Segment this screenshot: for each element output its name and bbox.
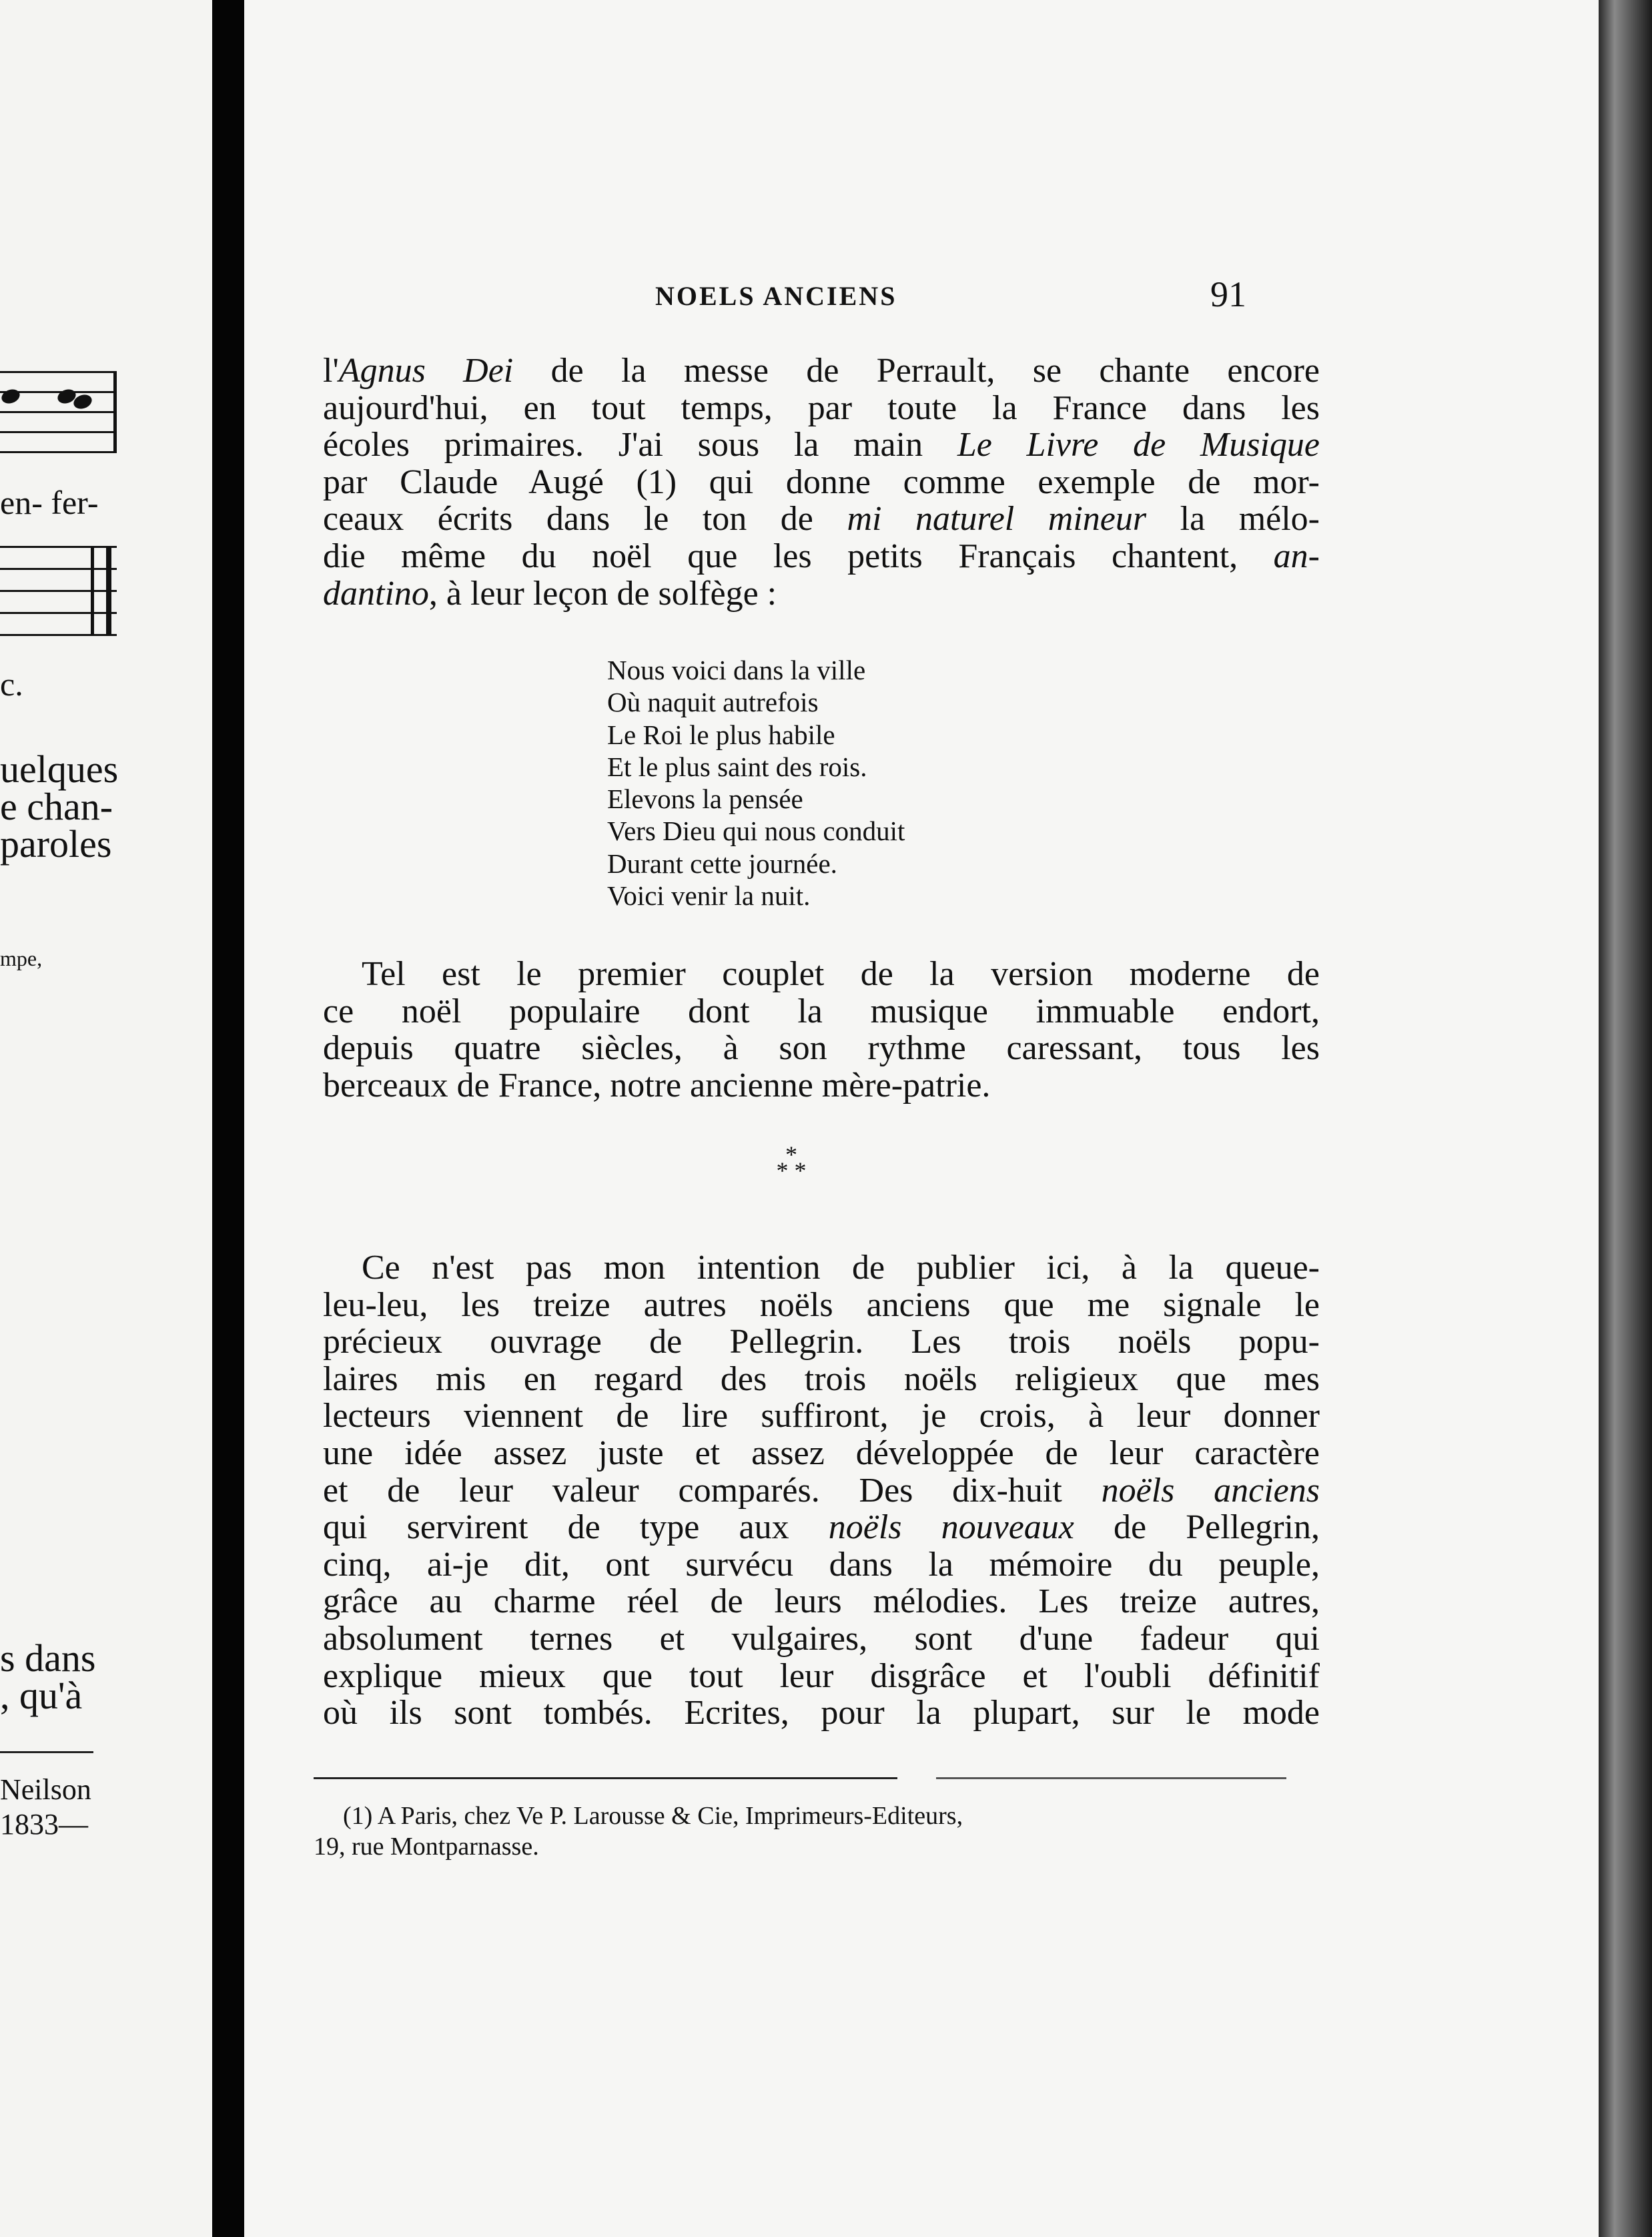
verse-line: Le Roi le plus habile	[607, 719, 835, 750]
text-line: leu-leu, les treize autres noëls anciens que me signale le	[323, 1285, 1320, 1324]
paragraph	[323, 352, 1320, 612]
verse-line: Voici venir la nuit.	[607, 880, 811, 912]
asterism-divider: * * *	[776, 1141, 807, 1184]
text-line: écoles primaires. J'ai sous la main Le Livre de Musique	[323, 426, 1320, 464]
text-line: cinq, ai-je dit, ont survécu dans la mémoire du peuple,	[323, 1545, 1320, 1584]
verse-line: Et le plus saint des rois.	[607, 751, 867, 782]
footnote-line: 19, rue Montparnasse.	[314, 1833, 539, 1861]
text-line: dantino, à leur leçon de solfège :	[323, 574, 777, 613]
paragraph	[323, 956, 1320, 1104]
text-line: lecteurs viennent de lire suffiront, je crois, à leur donner	[323, 1397, 1320, 1435]
left-page-line: e chan-	[0, 785, 113, 828]
text-line: grâce au charme réel de leurs mélodies. Les treize autres,	[323, 1582, 1320, 1621]
text-line: Tel est le premier couplet de la version moderne de	[362, 955, 1320, 993]
footnote	[314, 1801, 1310, 1862]
italic-text: mi naturel mineur	[847, 500, 1147, 539]
text-line: explique mieux que tout leur disgrâce et l'oubli définitif	[323, 1656, 1320, 1695]
italic-text: noëls anciens	[1101, 1471, 1320, 1510]
text-line: l'Agnus Dei de la messe de Perrault, se chante encore	[323, 352, 1320, 390]
text-line: die même du noël que les petits Français chantent, an-	[323, 537, 1320, 575]
paragraph	[323, 1249, 1320, 1732]
music-note-icon	[0, 387, 22, 406]
verse-block	[607, 654, 905, 912]
book-edge	[1599, 0, 1652, 2237]
left-page-line: paroles	[0, 822, 112, 866]
left-page-line: , qu'à	[0, 1674, 83, 1717]
text-line: qui servirent de type aux noëls nouveaux de Pellegrin,	[323, 1508, 1320, 1547]
left-page-line: 1833—	[0, 1808, 88, 1841]
italic-text: an-	[1273, 537, 1320, 575]
book-page	[244, 0, 1599, 2237]
left-page-line: Neilson	[0, 1773, 91, 1806]
text-line: par Claude Augé (1) qui donne comme exemple de mor-	[323, 462, 1320, 501]
text-line: laires mis en regard des trois noëls religieux que mes	[323, 1359, 1320, 1398]
italic-text: Agnus Dei	[338, 352, 514, 390]
page-gutter	[212, 0, 244, 2237]
left-page-line: en- fer-	[0, 484, 99, 521]
text-line: depuis quatre siècles, à son rythme caressant, tous les	[323, 1029, 1320, 1068]
text-line: berceaux de France, notre ancienne mère-patrie.	[323, 1066, 991, 1104]
text-line: où ils sont tombés. Ecrites, pour la plupart, sur le mode	[323, 1694, 1320, 1732]
text-line: ceaux écrits dans le ton de mi naturel mineur la mélo-	[323, 500, 1320, 539]
music-staff-bottom	[0, 546, 117, 635]
verse-line: Où naquit autrefois	[607, 687, 819, 718]
italic-text: Le Livre de Musique	[957, 426, 1320, 464]
verse-line: Vers Dieu qui nous conduit	[607, 816, 905, 847]
left-page-line: mpe,	[0, 946, 43, 970]
italic-text: noëls nouveaux	[828, 1508, 1074, 1547]
footnote-line: (1) A Paris, chez Ve P. Larousse & Cie, Imprimeurs-Editeurs,	[343, 1802, 963, 1830]
footnote-rule	[314, 1777, 1286, 1779]
text-line: absolument ternes et vulgaires, sont d'une fadeur qui	[323, 1619, 1320, 1658]
verse-line: Elevons la pensée	[607, 783, 803, 815]
music-staff-top	[0, 371, 117, 452]
previous-page-fragment	[0, 0, 212, 2237]
left-page-line: c.	[0, 665, 23, 703]
text-line: et de leur valeur comparés. Des dix-huit noëls anciens	[323, 1471, 1320, 1510]
text-line: Ce n'est pas mon intention de publier ici, à la queue-	[362, 1249, 1320, 1287]
text-line: précieux ouvrage de Pellegrin. Les trois noëls popu-	[323, 1323, 1320, 1361]
italic-text: dantino	[323, 574, 429, 613]
page-number: 91	[1210, 274, 1246, 314]
left-footnote-rule	[0, 1751, 93, 1753]
verse-line: Nous voici dans la ville	[607, 655, 866, 685]
text-line: ce noël populaire dont la musique immuable endort,	[323, 992, 1320, 1030]
verse-line: Durant cette journée.	[607, 848, 837, 879]
text-line: aujourd'hui, en tout temps, par toute la France dans les	[323, 388, 1320, 427]
text-line: une idée assez juste et assez développée de leur caractère	[323, 1433, 1320, 1472]
left-page-line: s dans	[0, 1636, 96, 1680]
running-head: NOELS ANCIENS	[655, 281, 897, 311]
left-page-line: uelques	[0, 747, 119, 791]
